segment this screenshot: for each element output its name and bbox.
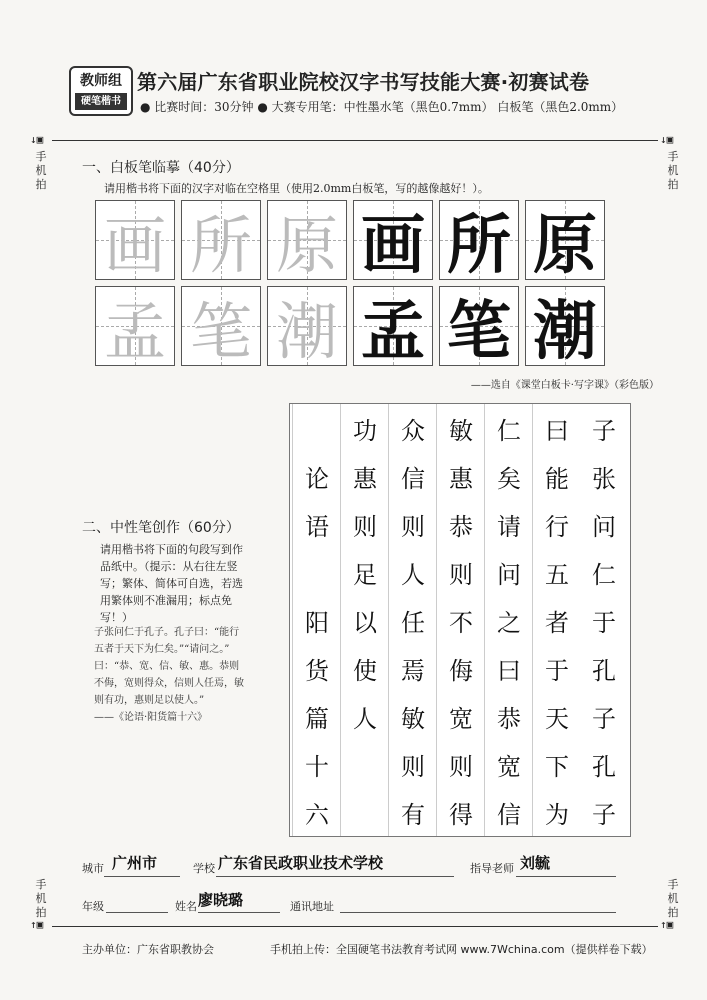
composition-char: 天 [545, 704, 569, 733]
corner-mark-top-left: ↓▣ [30, 133, 44, 146]
composition-char: 者 [545, 608, 569, 637]
composition-char: 恭 [497, 704, 521, 733]
composition-char [341, 788, 389, 836]
composition-char: 得 [449, 800, 473, 829]
composition-char: 则 [353, 512, 377, 541]
composition-char: 焉 [401, 656, 425, 685]
composition-char [293, 548, 341, 596]
teacher-label: 指导老师 [470, 862, 514, 875]
copy-cell[interactable] [525, 200, 605, 283]
composition-char: 十 [305, 752, 329, 781]
composition-char: 宽 [497, 752, 521, 781]
composition-char: 使 [353, 656, 377, 685]
copied-char: 原 [533, 209, 597, 283]
copy-cell[interactable] [525, 286, 605, 369]
badge-group-label: 教师组 [80, 73, 122, 89]
model-cell [267, 200, 347, 280]
composition-char: 六 [305, 800, 329, 829]
organizer-text: 主办单位：广东省职教协会 [82, 943, 214, 956]
side-label-left-bottom: 手机拍 [35, 878, 47, 919]
composition-char: 则 [449, 560, 473, 589]
side-label-right-top: 手机拍 [667, 150, 679, 191]
composition-char: 以 [353, 608, 377, 637]
city-field[interactable]: 广州市 [112, 854, 158, 872]
composition-char: 则 [401, 512, 425, 541]
composition-sheet[interactable] [289, 403, 631, 837]
composition-char: 敏 [401, 704, 425, 733]
composition-char: 于 [545, 656, 569, 685]
group-badge [69, 66, 133, 116]
copy-cell[interactable] [353, 200, 433, 283]
composition-char: 仁 [592, 560, 616, 589]
corner-mark-bottom-right: ↑▣ [660, 918, 674, 931]
composition-char: 众 [401, 416, 425, 445]
composition-char: 仁 [497, 416, 521, 445]
model-cell [95, 200, 175, 280]
model-char: 所 [189, 208, 252, 282]
composition-char: 语 [305, 512, 329, 541]
side-label-right-bottom: 手机拍 [667, 878, 679, 919]
copied-char: 笔 [447, 295, 511, 369]
copied-char: 孟 [361, 295, 425, 369]
composition-char: 张 [592, 464, 616, 493]
composition-char: 不 [449, 608, 473, 637]
composition-char: 请 [497, 512, 521, 541]
composition-char: 阳 [305, 608, 329, 637]
page-subtitle: ● 比赛时间：30分钟 ● 大赛专用笔：中性墨水笔（黑色0.7mm） 白板笔（黑色2.0mm） [140, 100, 624, 114]
city-underline [104, 876, 180, 877]
composition-char [341, 740, 389, 788]
copied-char: 所 [447, 209, 511, 283]
composition-char: 足 [353, 560, 377, 589]
composition-char: 能 [545, 464, 569, 493]
composition-column [292, 404, 341, 836]
section1-heading: 一、白板笔临摹（40分） [82, 160, 240, 176]
composition-char: 篇 [305, 704, 329, 733]
composition-char: 论 [305, 464, 329, 493]
composition-char: 侮 [449, 656, 473, 685]
composition-char: 人 [353, 704, 377, 733]
copy-grid-row-1 [95, 200, 611, 283]
teacher-field[interactable]: 刘毓 [520, 854, 551, 872]
model-cell [267, 286, 347, 366]
composition-char: 子 [592, 800, 616, 829]
composition-char: 问 [592, 512, 616, 541]
composition-char: 惠 [353, 464, 377, 493]
copy-cell[interactable] [439, 286, 519, 369]
section2-heading: 二、中性笔创作（60分） [82, 520, 240, 536]
copied-char: 画 [361, 209, 425, 283]
composition-column [580, 404, 628, 836]
teacher-underline [516, 876, 616, 877]
school-label: 学校 [193, 862, 215, 875]
model-char: 画 [103, 208, 166, 282]
model-cell [181, 200, 261, 280]
composition-column [388, 404, 437, 836]
grade-label: 年级 [82, 900, 104, 913]
composition-char: 宽 [449, 704, 473, 733]
section1-instruction: 请用楷书将下面的汉字对临在空格里（使用2.0mm白板笔，写的越像越好！）。 [104, 182, 489, 195]
school-underline [216, 876, 454, 877]
composition-char: 则 [401, 752, 425, 781]
model-char: 孟 [103, 294, 166, 368]
composition-column [436, 404, 485, 836]
source-quote-attribution: ——《论语·阳货篇十六》 [94, 712, 208, 723]
composition-char: 人 [401, 560, 425, 589]
address-label: 通讯地址 [290, 900, 334, 913]
composition-char: 则 [449, 752, 473, 781]
composition-char: 敏 [449, 416, 473, 445]
composition-char: 信 [497, 800, 521, 829]
composition-column [532, 404, 581, 836]
side-label-left-top: 手机拍 [35, 150, 47, 191]
composition-char: 子 [592, 416, 616, 445]
name-field[interactable]: 廖晓璐 [198, 891, 244, 909]
model-char: 潮 [275, 294, 338, 368]
section1-credit: ——选自《课堂白板卡·写字课》（彩色版） [470, 380, 659, 391]
model-cell [95, 286, 175, 366]
model-char: 原 [275, 208, 338, 282]
composition-char: 为 [545, 800, 569, 829]
copy-cell[interactable] [439, 200, 519, 283]
composition-char: 行 [545, 512, 569, 541]
corner-mark-bottom-left: ↑▣ [30, 918, 44, 931]
top-rule [52, 140, 658, 141]
composition-char: 功 [353, 416, 377, 445]
composition-char: 信 [401, 464, 425, 493]
composition-column [484, 404, 533, 836]
composition-char: 任 [401, 608, 425, 637]
model-cell [181, 286, 261, 366]
address-underline [340, 912, 616, 913]
grade-underline [106, 912, 168, 913]
section2-description: 请用楷书将下面的句段写到作品纸中。（提示：从右往左竖写；繁体、简体可自选，若选用繁体则不准漏用；标点免写！） [100, 543, 243, 624]
upload-text: 手机拍上传：全国硬笔书法教育考试网 www.7Wchina.com（提供样卷下载） [270, 943, 653, 956]
composition-char: 孔 [592, 656, 616, 685]
city-label: 城市 [82, 862, 104, 875]
composition-char: 曰 [545, 416, 569, 445]
model-char: 笔 [189, 294, 252, 368]
name-label: 姓名 [175, 900, 197, 913]
school-field[interactable]: 广东省民政职业技术学校 [218, 854, 384, 872]
composition-char: 恭 [449, 512, 473, 541]
composition-char: 有 [401, 800, 425, 829]
composition-column [340, 404, 389, 836]
name-underline [198, 912, 280, 913]
copy-grid-row-2 [95, 286, 611, 369]
composition-char: 之 [497, 608, 521, 637]
composition-char: 下 [545, 752, 569, 781]
source-quote-text: 子张问仁于孔子。孔子曰：“能行五者于天下为仁矣。”“请问之。” 曰：“恭、宽、信、敏、惠。恭则不侮，宽则得众，信则人任焉，敏则有功，惠则足以使人。” [94, 627, 244, 706]
composition-char: 孔 [592, 752, 616, 781]
composition-char: 子 [592, 704, 616, 733]
source-quote [94, 624, 249, 726]
copy-cell[interactable] [353, 286, 433, 369]
copied-char: 潮 [533, 295, 597, 369]
copy-grid [95, 200, 611, 369]
composition-char: 惠 [449, 464, 473, 493]
page-title: 第六届广东省职业院校汉字书写技能大赛·初赛试卷 [137, 70, 590, 94]
corner-mark-top-right: ↓▣ [660, 133, 674, 146]
composition-char: 于 [592, 608, 616, 637]
badge-script-label: 硬笔楷书 [75, 93, 127, 110]
composition-char [293, 404, 341, 452]
composition-char: 五 [545, 560, 569, 589]
composition-char: 货 [305, 656, 329, 685]
composition-char: 问 [497, 560, 521, 589]
composition-char: 曰 [497, 656, 521, 685]
composition-char: 矣 [497, 464, 521, 493]
bottom-rule [52, 926, 658, 927]
